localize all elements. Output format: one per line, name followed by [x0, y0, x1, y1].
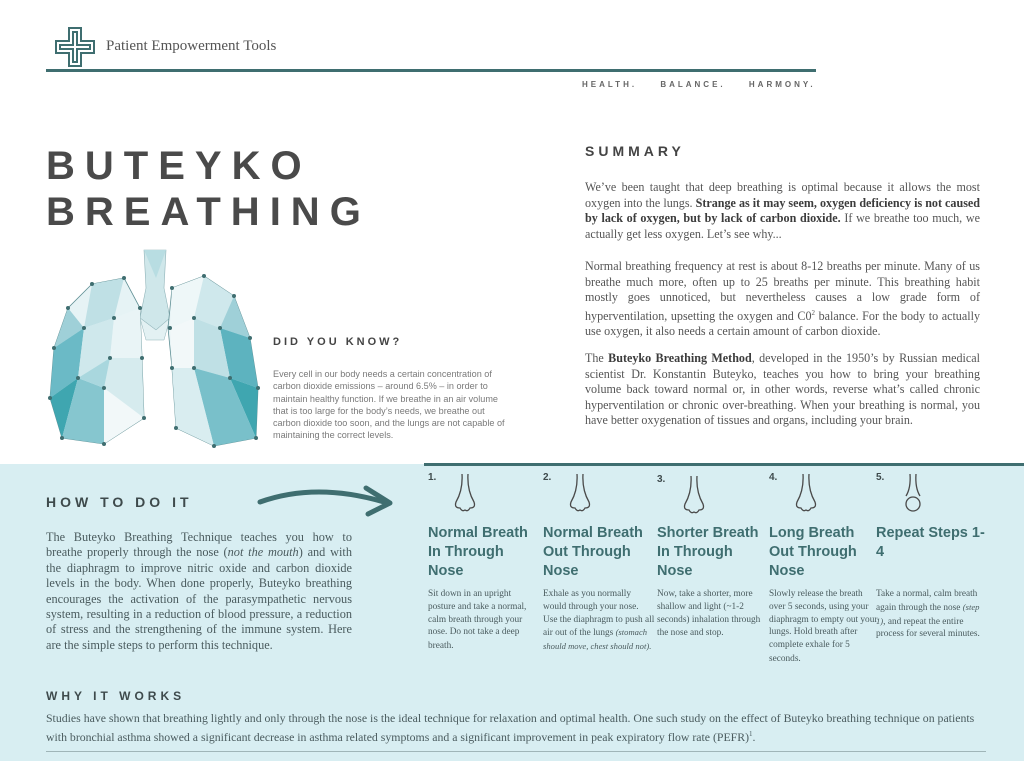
nose-icon [567, 472, 593, 516]
step-description: Sit down in an upright posture and take a normal, calm breath through your nose. Do not take a deep breath. [428, 589, 527, 652]
page-title-line1: BUTEYKO [46, 144, 312, 188]
summary-paragraph-3: The Buteyko Breathing Method, developed in the 1950’s by Russian medical scientist Dr. Konstantin Buteyko, teaches you how to bring your breathing volume back toward normal or, in other words, reverse what’s called chronic hyperventilation or chronic over-breathing. When your breathing is normal, you have better oxygenation of tissues and organs, including your brain. [585, 351, 980, 427]
why-it-works-body: Studies have shown that breathing lightly and only through the nose is the ideal technique for relaxation and optimal health. One such study on the effect of Buteyko breathing technique on patients with bronchial asthma showed a significant decrease in asthma related symptoms and a significant improvement in peak expiratory flow rate (PEFR)$^1$. [46, 711, 975, 744]
step-title: Repeat Steps 1-4 [876, 525, 985, 560]
summary-paragraph-1: We’ve been taught that deep breathing is optimal because it allows the most oxygen into the lungs. Strange as it may seem, oxygen deficiency is not caused by lack of oxygen, but by lack of carbon dioxide. If we breathe too much, we actually get less oxygen. Let’s see why... [585, 180, 980, 241]
summary-heading: SUMMARY [585, 143, 685, 159]
why-it-works-heading: WHY IT WORKS [46, 689, 186, 703]
nose-icon [452, 472, 478, 516]
arrow-right-icon [256, 478, 398, 518]
summary-paragraph-2: Normal breathing frequency at rest is about 8-12 breaths per minute. Many of us breathe much more, often up to 25 breaths per minute. This breathing habit mostly goes unnoticed, but nevertheless causes a low grade form of hyperventilation, upsetting the oxygen and $C0^2$ balance. For the body to actually use oxygen, it also needs a certain amount of carbon dioxide. [585, 259, 980, 339]
page-title-line2: BREATHING [46, 190, 371, 234]
tagline-health: HEALTH. [582, 80, 638, 89]
header-divider [46, 69, 816, 72]
step-number: 3. [657, 474, 666, 485]
step-description: Slowly release the breath over 5 seconds, using your diaphragm to empty out your lungs. Hold breath after complete exhale for 5 seconds. [769, 589, 878, 664]
tagline-harmony: HARMONY. [748, 80, 816, 89]
step-number: 4. [769, 472, 778, 483]
step-number: 5. [876, 472, 885, 483]
step-number: 2. [543, 472, 552, 483]
step-number: 1. [428, 472, 437, 483]
step-title: Normal Breath In Through Nose [428, 525, 528, 579]
nose-icon [793, 472, 819, 516]
footnote-divider [46, 751, 986, 752]
did-you-know-body: Every cell in our body needs a certain concentration of carbon dioxide emissions – around 6.5% – in order to maintain healthy function. If we breathe in an air volume that is too large for the body’s needs, we breathe out carbon dioxide too soon, and the lungs are not capable of maintaining the correct levels. [273, 369, 505, 441]
step-description: Take a normal, calm breath again through the nose (step 1), and repeat the entire process for several minutes. [876, 589, 980, 640]
tagline [582, 80, 834, 89]
step-description: Exhale as you normally would through your nose. Use the diaphragm to push all air out of the lungs (stomach should move, chest should not). [543, 589, 655, 652]
lungs-illustration-icon [44, 248, 266, 454]
cross-logo-icon [54, 26, 96, 68]
step-title: Long Breath Out Through Nose [769, 525, 857, 579]
step-description: Now, take a shorter, more shallow and light (~1-2 seconds) inhalation through the nose and stop. [657, 589, 761, 639]
step-title: Shorter Breath In Through Nose [657, 525, 759, 579]
tagline-balance: BALANCE. [660, 80, 726, 89]
steps-divider [424, 463, 1024, 466]
did-you-know-heading: DID YOU KNOW? [273, 336, 403, 348]
how-to-heading: HOW TO DO IT [46, 494, 193, 510]
brand-name: Patient Empowerment Tools [106, 38, 277, 54]
nose-repeat-icon [900, 472, 926, 516]
step-title: Normal Breath Out Through Nose [543, 525, 643, 579]
how-to-body: The Buteyko Breathing Technique teaches you how to breathe properly through the nose (not the mouth) and with the diaphragm to improve nitric oxide and carbon dioxide levels in the body. When done properly, Buteyko breathing encourages the activation of the parasympathetic nervous system, resulting in a reduction of blood pressure, a reduction of stress and the strengthening of the immune system. Here are the simple steps to perform this technique. [46, 530, 352, 652]
nose-icon [681, 474, 707, 518]
